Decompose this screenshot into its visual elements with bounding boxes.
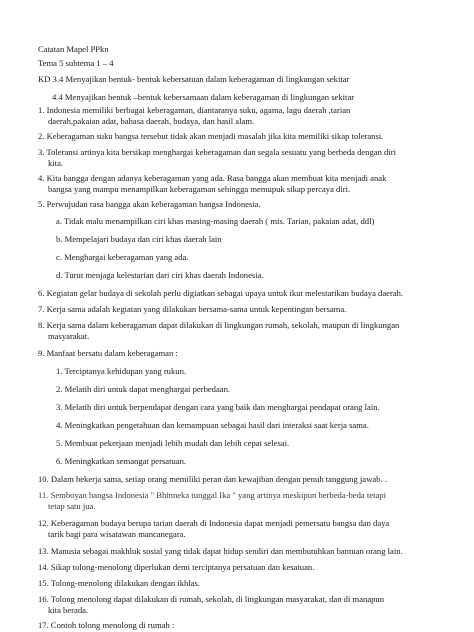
item-1-cont: daerah,pakaian adat, bahasa daerah, budaya, dan hasil alam.: [48, 116, 255, 126]
benefit-2: 2. Melatih diri untuk dapat menghargai perbedaan.: [56, 384, 231, 394]
kd-3-4: KD 3.4 Menyajikan bentuk- bentuk kebersatuan dalam keberagaman di lingkungan sekitar: [38, 74, 350, 84]
sub-item-b: b. Mempelajari budaya dan ciri khas daerah lain: [56, 234, 222, 244]
item-1: 1. Indonesia memiliki berbagai keberagaman, diantaranya suku, agama, lagu daerah ,tarian: [38, 105, 351, 115]
item-3: 3. Toleransi artinya kita bersikap menghargai keberagaman dan segala sesuatu yang berbeda dengan diri: [38, 147, 396, 157]
item-8: 8. Kerja sama dalam keberagaman dapat dilakukan di lingkungan rumah, sekolah, maupun di lingkungan: [38, 320, 400, 330]
benefit-5: 5. Membuat pekerjaan menjadi lebih mudah dan lebih cepat selesai.: [56, 438, 290, 448]
item-5: 5. Perwujudan rasa bangga akan keberagaman bangsa Indonesia.: [38, 199, 261, 209]
item-15: 15. Tolong-menolong dilakukan dengan ikhlas.: [38, 578, 201, 588]
item-13: 13. Manusia sebagai makhluk sosial yang tidak dapat hidup sendiri dan membutuhkan bantuan orang lain.: [38, 546, 403, 556]
item-14: 14. Sikap tolong-menolong diperlukan demi terciptanya persatuan dan kesatuan.: [38, 562, 315, 572]
doc-title: Catatan Mapel PPkn: [38, 44, 109, 54]
benefit-1: 1. Terciptanya kehidupan yang rukun.: [56, 366, 187, 376]
sub-item-a: a. Tidak malu menampilkan ciri khas masing-masing daerah ( mis. Tarian, pakaian adat, ddl): [56, 216, 375, 226]
item-6: 6. Kegiatan gelar budaya di sekolah perlu digiatkan sebagai upaya untuk ikut melestarikan budaya daerah.: [38, 288, 404, 298]
item-12: 12. Keberagaman budaya berupa tarian daerah di Indonesia dapat menjadi pemersatu bangsa dan daya: [38, 518, 390, 528]
item-8-cont: masyarakat.: [48, 331, 90, 341]
benefit-3: 3. Melatih diri untuk berpendapat dengan cara yang baik dan menghargai pendapat orang lain.: [56, 402, 380, 412]
item-3-cont: kita.: [48, 158, 64, 168]
kd-4-4: 4.4 Menyajikan bentuk –bentuk kebersamaan dalam keberagaman di lingkungan sekitar: [52, 92, 355, 102]
item-4: 4. Kita bangga dengan adanya keberagaman yang ada. Rasa bangga akan membuat kita menjadi anak: [38, 173, 387, 183]
item-11-cont: tetap satu jua.: [48, 501, 96, 511]
item-2: 2. Keberagaman suku bangsa tersebut tidak akan menjadi masalah jika kita memiliki sikap toleransi.: [38, 131, 384, 141]
benefit-4: 4. Meningkatkan pengetahuan dan kemampuan sebagai hasil dari interaksi saat kerja sama.: [56, 420, 369, 430]
item-11: 11. Semboyan bangsa Indonesia " Bhinneka tunggal Ika " yang artinya meskipun berbeda-beda tetapi: [38, 490, 386, 500]
item-9: 9. Manfaat bersatu dalam keberagaman :: [38, 348, 178, 358]
item-12-cont: tarik bagi para wisatawan mancanegara.: [48, 529, 186, 539]
sub-item-c: c. Menghargai keberagaman yang ada.: [56, 252, 189, 262]
sub-item-d: d. Turut menjaga kelestarian dari ciri khas daerah Indonesia.: [56, 270, 264, 280]
item-16-cont: kita berada.: [48, 605, 89, 615]
item-16: 16. Tolong menolong dapat dilakukan di rumah, sekolah, di lingkungan masyarakat, dan di manapun: [38, 594, 385, 604]
item-4-cont: bangsa yang mampu menampilkan keberagaman sehingga memupuk sikap percaya diri.: [48, 184, 351, 194]
benefit-6: 6. Meningkatkan semangat persatuan.: [56, 456, 187, 466]
item-10: 10. Dalam bekerja sama, setiap orang memiliki peran dan kewajiban dengan penuh tanggung jawab. .: [38, 474, 387, 484]
item-17: 17. Contoh tolong menolong di rumah :: [38, 620, 175, 630]
doc-subtitle: Tema 5 subtema 1 – 4: [38, 58, 114, 68]
item-7: 7. Kerja sama adalah kegiatan yang dilakukan bersama-sama untuk kepentingan bersama.: [38, 304, 347, 314]
